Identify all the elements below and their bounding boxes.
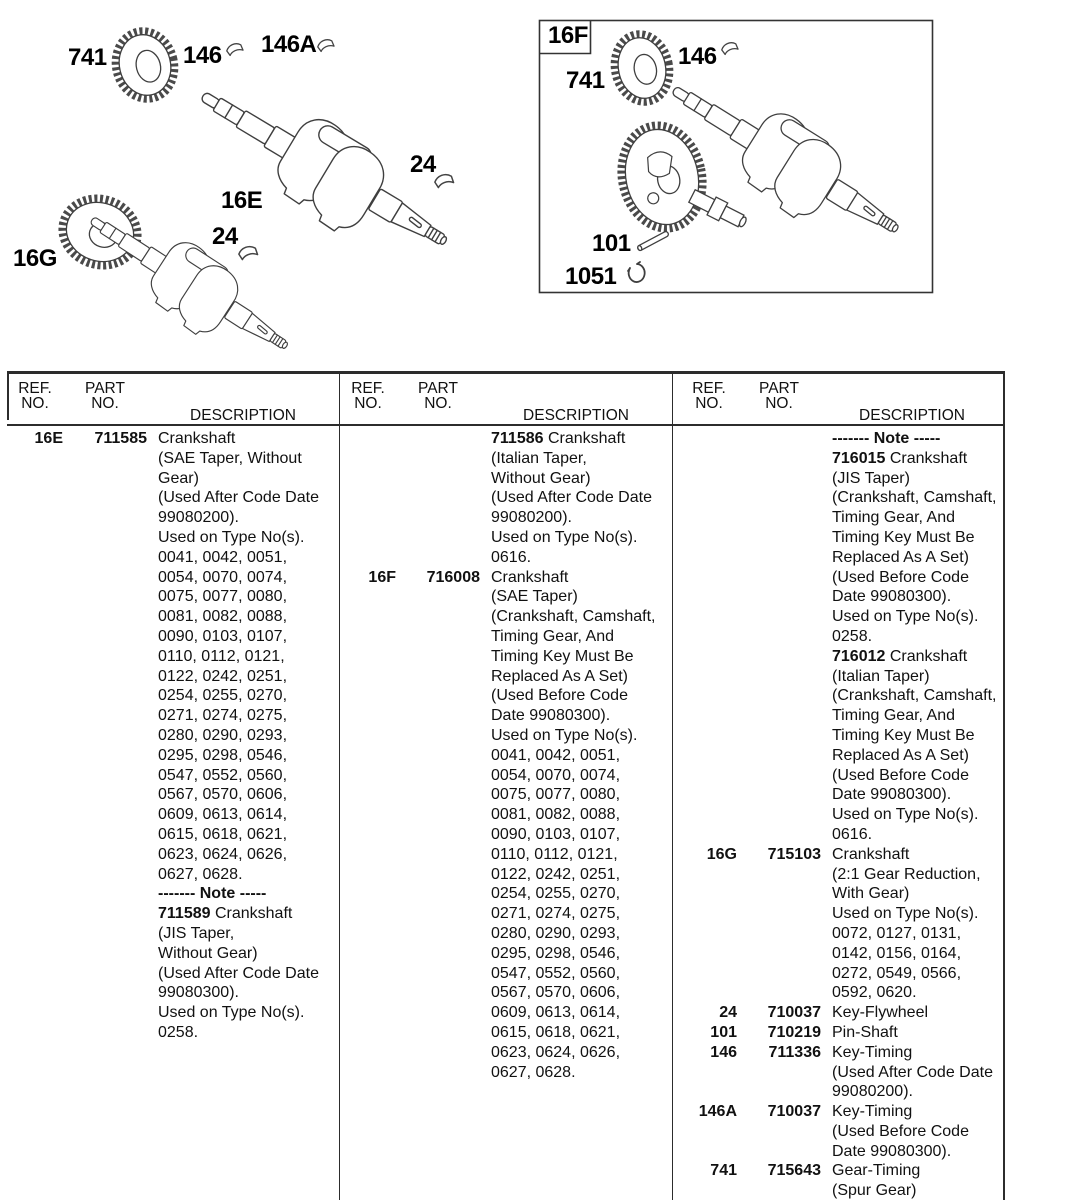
ref-header: REF.: [18, 380, 52, 397]
parts-entry: [681, 845, 1003, 1003]
part-no: 715643: [767, 1162, 821, 1180]
parts-entry: [7, 429, 339, 1043]
callout-16f: 16F: [548, 22, 588, 49]
callout-16g: 16G: [13, 245, 57, 272]
parts-table: [7, 371, 1005, 1200]
callout-146-right: 146: [678, 43, 717, 70]
part-no: 715103: [767, 845, 821, 863]
no-header: NO.: [424, 395, 452, 412]
crankshaft-diagram: [0, 0, 1073, 368]
table-column-3: [672, 374, 1003, 1200]
ref-no: 24: [719, 1004, 737, 1022]
table-header: [673, 374, 1003, 426]
part-no: 710219: [767, 1023, 821, 1041]
description: Pin-Shaft: [832, 1023, 898, 1041]
part-no: [396, 429, 480, 449]
description-header: DESCRIPTION: [859, 407, 965, 424]
parts-entry: [340, 568, 672, 1083]
parts-entry: [681, 1043, 1003, 1102]
parts-entry: [681, 1003, 1003, 1023]
key-146-right-icon: [721, 41, 739, 56]
callout-16e: 16E: [221, 187, 263, 214]
ref-no: 16G: [706, 845, 737, 863]
ref-no: 741: [710, 1162, 737, 1180]
timing-gear-741-right: [609, 29, 676, 107]
description: ------- Note ----- 716015 Crankshaft (JIS Taper) (Crankshaft, Camshaft, Timing Gear, And Timing Key Must Be Replaced As A Set) (Used Before Code Date 99080300). Used on Type No(s). 0258. 716012 Crankshaft (Italian Taper) (Crankshaft, Camshaft, Timing Gear, And Timing Key Must Be Replaced As A Set) (Used Before Code Date 99080300). Used on Type No(s). 0616.: [832, 430, 997, 843]
parts-entry: [681, 429, 1003, 845]
no-header: NO.: [765, 395, 793, 412]
part-header: PART: [759, 380, 799, 397]
part-no: 711585: [94, 430, 147, 447]
ref-no: 146: [710, 1043, 737, 1061]
ref-no: 16F: [368, 568, 396, 586]
ref-header: REF.: [692, 380, 726, 397]
callout-101: 101: [592, 230, 631, 257]
ref-header: REF.: [351, 380, 385, 397]
table-column-2: [339, 374, 672, 1200]
part-header: PART: [85, 380, 125, 397]
table-body-1: [7, 426, 339, 1043]
description: Crankshaft (2:1 Gear Reduction, With Gear) Used on Type No(s). 0072, 0127, 0131, 0142, 0156, 0164, 0272, 0549, 0566, 0592, 0620.: [832, 845, 981, 1002]
table-column-1: [7, 374, 339, 1200]
key-24-upper-icon: [434, 173, 455, 191]
description: Gear-Timing (Spur Gear): [832, 1162, 921, 1200]
key-146-icon: [226, 42, 244, 57]
no-header: NO.: [91, 395, 119, 412]
table-header: [340, 374, 672, 426]
ref-no: [681, 429, 737, 449]
description: Key-Flywheel: [832, 1004, 929, 1022]
pin-101-icon: [637, 231, 669, 252]
part-header: PART: [418, 380, 458, 397]
table-body-3: [673, 426, 1003, 1200]
camshaft-gear: [612, 118, 750, 236]
part-no: 710037: [767, 1103, 821, 1121]
description-header: DESCRIPTION: [190, 407, 296, 424]
ref-no: 146A: [698, 1103, 737, 1121]
description-header: DESCRIPTION: [523, 407, 629, 424]
no-header: NO.: [354, 395, 382, 412]
clip-1051-icon: [628, 262, 645, 282]
ref-no: 16E: [34, 430, 63, 447]
no-header: NO.: [695, 395, 723, 412]
callout-24-lower: 24: [212, 223, 238, 250]
part-no: 711336: [768, 1043, 821, 1061]
key-24-lower-icon: [238, 245, 259, 263]
callout-24-upper: 24: [410, 151, 436, 178]
callout-741-left: 741: [68, 44, 107, 71]
description: Crankshaft (SAE Taper, Without Gear) (Used After Code Date 99080200). Used on Type No(s). 0041, 0042, 0051, 0054, 0070, 0074, 0075, 0077, 0080, 0081, 0082, 0088, 0090, 0103, 0107, 0110, 0112, 0121, 0122, 0242, 0251, 0254, 0255, 0270, 0271, 0274, 0275, 0280, 0290, 0293, 0295, 0298, 0546, 0547, 0552, 0560, 0567, 0570, 0606, 0609, 0613, 0614, 0615, 0618, 0621, 0623, 0624, 0626, 0627, 0628. ------- Note ----- 711589 Crankshaft (JIS Taper, Without Gear) (Used After Code Date 99080300). Used on Type No(s). 0258.: [158, 430, 319, 1041]
parts-entry: [681, 1102, 1003, 1161]
table-header: [7, 374, 339, 426]
ref-no: 101: [710, 1023, 737, 1041]
callout-1051: 1051: [565, 263, 617, 290]
description: Crankshaft (SAE Taper) (Crankshaft, Camshaft, Timing Gear, And Timing Key Must Be Replaced As A Set) (Used Before Code Date 99080300). Used on Type No(s). 0041, 0042, 0051, 0054, 0070, 0074, 0075, 0077, 0080, 0081, 0082, 0088, 0090, 0103, 0107, 0110, 0112, 0121, 0122, 0242, 0251, 0254, 0255, 0270, 0271, 0274, 0275, 0280, 0290, 0293, 0295, 0298, 0546, 0547, 0552, 0560, 0567, 0570, 0606, 0609, 0613, 0614, 0615, 0618, 0621, 0623, 0624, 0626, 0627, 0628.: [491, 568, 656, 1081]
description: Key-Timing (Used After Code Date 99080200).: [832, 1043, 993, 1101]
callout-741-right: 741: [566, 67, 605, 94]
table-body-2: [340, 426, 672, 1082]
description: Key-Timing (Used Before Code Date 99080300).: [832, 1103, 969, 1160]
callout-146a: 146A: [261, 31, 317, 58]
description: 711586 Crankshaft (Italian Taper, Without Gear) (Used After Code Date 99080200). Used on Type No(s). 0616.: [491, 430, 652, 566]
part-no: [737, 429, 821, 449]
key-146a-icon: [317, 38, 335, 53]
no-header: NO.: [21, 395, 49, 412]
parts-entry: [681, 1161, 1003, 1200]
part-no: 710037: [767, 1004, 821, 1022]
parts-entry: [681, 1023, 1003, 1043]
callout-146-left: 146: [183, 42, 222, 69]
timing-gear-741-left: [109, 25, 182, 105]
parts-entry: [340, 429, 672, 568]
ref-no: [340, 429, 396, 449]
part-no: 716008: [426, 568, 480, 586]
